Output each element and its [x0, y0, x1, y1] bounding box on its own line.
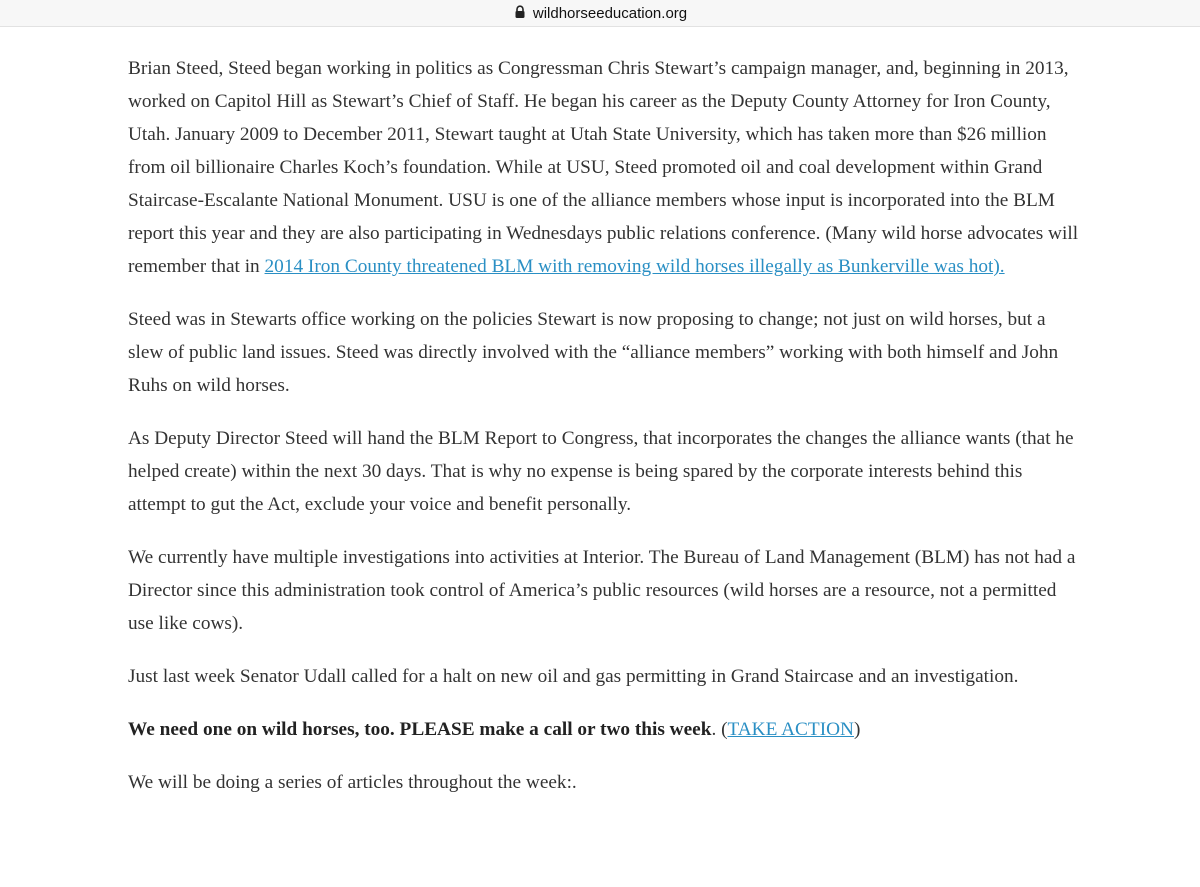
paragraph-text: Brian Steed, Steed began working in politics as Congressman Chris Stewart’s campaign manager, and, beginning in 2013, worked on Capitol Hill as Stewart’s Chief of Staff. He began his career as the Deputy County Attorney for Iron County, Utah. January 2009 to December 2011, Stewart taught at Utah State University, which has taken more than $26 million from oil billionaire Charles Koch’s foundation. While at USU, Steed promoted oil and coal development within Grand Staircase-Escalante National Monument. USU is one of the alliance members whose input is incorporated into the BLM report this year and they are also participating in Wednesdays public relations conference. (Many wild horse advocates will remember that in — [128, 58, 1079, 277]
call-to-action-text: We need one on wild horses, too. PLEASE make a call or two this week — [128, 719, 712, 740]
take-action-link[interactable]: TAKE ACTION — [727, 719, 854, 740]
paragraph-call-to-action — [128, 713, 1083, 746]
punctuation: . ( — [711, 719, 728, 740]
address-bar[interactable] — [0, 0, 1200, 27]
paragraph-senator-udall: Just last week Senator Udall called for a halt on new oil and gas permitting in Grand Staircase and an investigation. — [128, 666, 1019, 687]
paragraph-stewart-office: Steed was in Stewarts office working on the policies Stewart is now proposing to change; not just on wild horses, but a slew of public land issues. Steed was directly involved with the “alliance members” working with both himself and John Ruhs on wild horses. — [128, 309, 1059, 396]
paragraph-series-note: We will be doing a series of articles throughout the week:. — [128, 772, 577, 793]
iron-county-link[interactable]: 2014 Iron County threatened BLM with removing wild horses illegally as Bunkerville was hot). — [264, 256, 1005, 277]
punctuation: ) — [853, 719, 861, 740]
url-text: wildhorseeducation.org — [532, 4, 688, 22]
paragraph-investigations: We currently have multiple investigations into activities at Interior. The Bureau of Land Management (BLM) has not had a Director since this administration took control of America’s public resources (wild horses are a resource, not a permitted use like cows). — [128, 547, 1076, 634]
lock-icon — [513, 5, 527, 19]
paragraph-steed-background — [128, 52, 1083, 283]
paragraph-blm-report: As Deputy Director Steed will hand the BLM Report to Congress, that incorporates the changes the alliance wants (that he helped create) within the next 30 days. That is why no expense is being spared by the corporate interests behind this attempt to gut the Act, exclude your voice and benefit personally. — [128, 428, 1074, 515]
article-body — [128, 52, 1083, 819]
